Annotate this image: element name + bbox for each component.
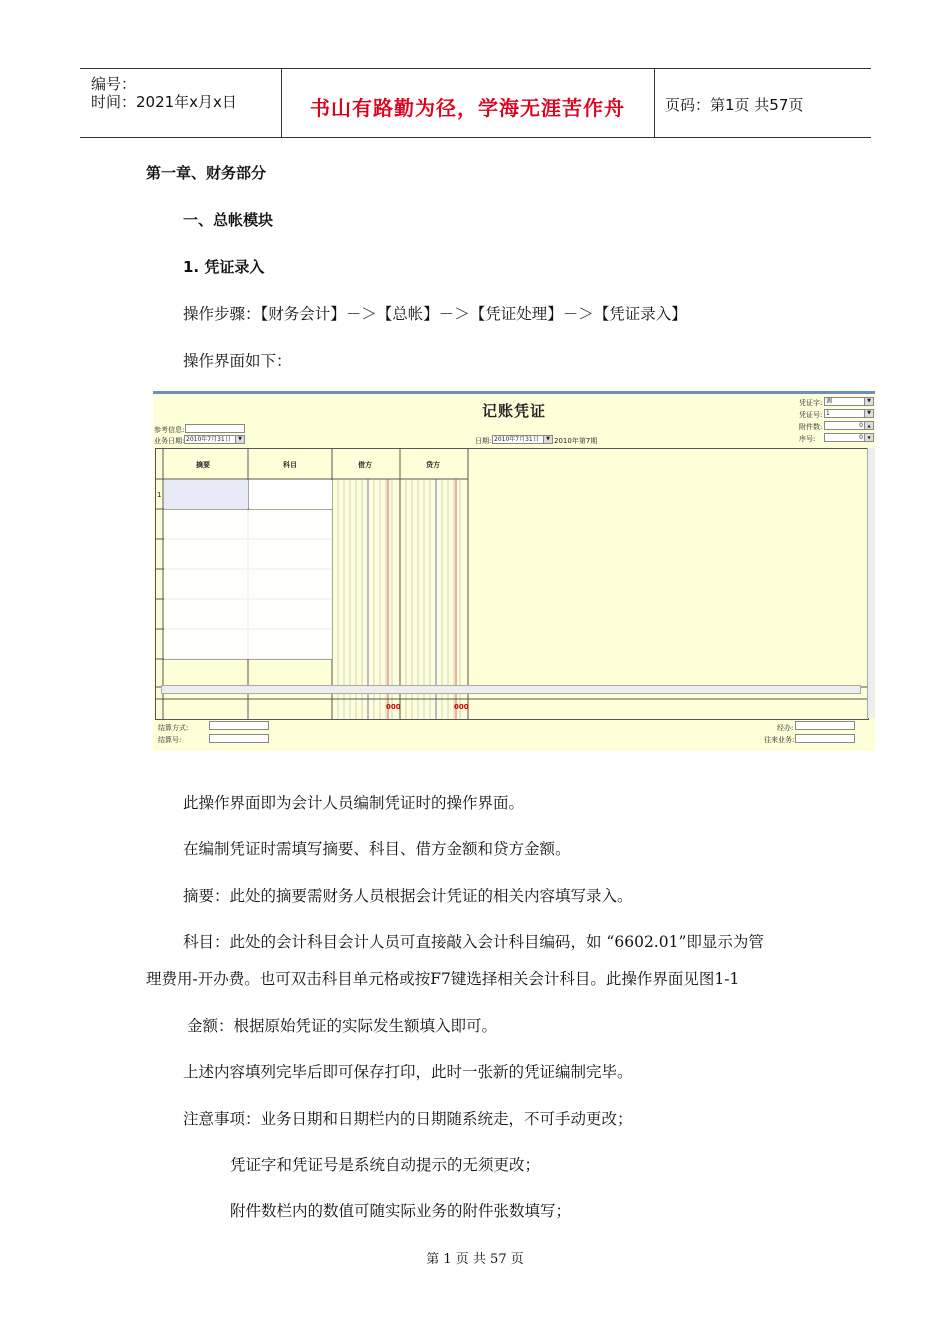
biz-date-value: 2010年7月31日: [186, 436, 231, 443]
paragraph: 在编制凭证时需填写摘要、科目、借方金额和贷方金额。: [183, 840, 571, 858]
spin-icon[interactable]: ▲: [864, 422, 873, 429]
voucher-word-label: 凭证字:: [799, 399, 823, 407]
spin-icon[interactable]: ▼: [864, 434, 873, 441]
date-label: 日期:: [475, 437, 492, 445]
paragraph: 理费用-开办费。也可双击科目单元格或按F7键选择相关会计科目。此操作界面见图1-1: [146, 970, 740, 988]
settle-no-label: 结算号:: [158, 736, 182, 744]
chapter-heading: 第一章、财务部分: [146, 164, 267, 182]
voucher-number-select[interactable]: [824, 409, 874, 418]
chevron-down-icon[interactable]: ▼: [864, 410, 873, 417]
doc-date-label: 时间：2021年x月x日: [91, 93, 237, 111]
row-number: 1: [157, 491, 162, 499]
paragraph: 附件数栏内的数值可随实际业务的附件张数填写；: [230, 1202, 572, 1220]
date-value: 2010年7月31日: [494, 436, 539, 443]
voucher-word-select[interactable]: [824, 397, 874, 406]
seq-stepper[interactable]: [824, 433, 874, 442]
header-page-label: 页码：第1页 共57页: [665, 96, 804, 114]
col-account-header[interactable]: 科目: [283, 461, 297, 469]
horizontal-scrollbar[interactable]: [161, 685, 861, 694]
header-motto: 书山有路勤为径，学海无涯苦作舟: [310, 96, 625, 120]
col-debit-header[interactable]: 借方: [358, 461, 372, 469]
paragraph: 注意事项：业务日期和日期栏内的日期随系统走，不可手动更改；: [183, 1110, 633, 1128]
chevron-down-icon[interactable]: ▼: [235, 436, 244, 443]
voucher-title: 记账凭证: [481, 402, 546, 420]
doc-number-label: 编号：: [91, 75, 137, 93]
credit-total: 000: [454, 703, 469, 711]
handler-label: 经办:: [777, 724, 794, 732]
paragraph: 科目：此处的会计科目会计人员可直接敲入会计科目编码，如 “6602.01”即显示为管: [183, 933, 764, 951]
page-header: [80, 68, 871, 138]
voucher-entry-grid: [155, 448, 869, 720]
seq-value: 0: [859, 434, 863, 441]
chevron-down-icon[interactable]: ▼: [543, 436, 552, 443]
header-divider: [654, 69, 655, 137]
contact-label: 往来业务:: [764, 736, 795, 744]
attachments-stepper[interactable]: [824, 421, 874, 430]
biz-date-picker[interactable]: [184, 435, 245, 444]
vertical-scrollbar[interactable]: [867, 448, 875, 718]
col-credit-header[interactable]: 贷方: [426, 461, 440, 469]
biz-date-label: 业务日期:: [154, 437, 185, 445]
ref-info-input[interactable]: [185, 424, 245, 433]
page-footer: 第 1 页 共 57 页: [426, 1252, 524, 1267]
paragraph: 金额：根据原始凭证的实际发生额填入即可。: [187, 1017, 498, 1035]
paragraph: 此操作界面即为会计人员编制凭证时的操作界面。: [183, 794, 525, 812]
seq-label: 序号:: [799, 435, 816, 443]
paragraph: 摘要：此处的摘要需财务人员根据会计凭证的相关内容填写录入。: [183, 887, 633, 905]
attachments-label: 附件数:: [799, 423, 823, 431]
settle-method-label: 结算方式:: [158, 724, 189, 732]
attachments-value: 0: [859, 422, 863, 429]
voucher-screenshot: [153, 391, 875, 751]
contact-input[interactable]: [795, 734, 855, 743]
handler-input[interactable]: [795, 721, 855, 730]
ui-intro-paragraph: 操作界面如下：: [183, 352, 292, 370]
date-picker[interactable]: [492, 435, 553, 444]
section-heading: 一、总帐模块: [183, 211, 274, 229]
paragraph: 凭证字和凭证号是系统自动提示的无须更改；: [230, 1156, 541, 1174]
subsection-heading: 1. 凭证录入: [183, 258, 265, 276]
period-label: 2010年第7期: [554, 437, 598, 445]
settle-no-input[interactable]: [209, 734, 269, 743]
col-summary-header[interactable]: 摘要: [196, 461, 210, 469]
debit-total: 000: [386, 703, 401, 711]
grid-lines: [156, 449, 868, 719]
voucher-number-label: 凭证号:: [799, 411, 823, 419]
settle-method-input[interactable]: [209, 721, 269, 730]
chevron-down-icon[interactable]: ▼: [864, 398, 873, 405]
paragraph: 上述内容填列完毕后即可保存打印，此时一张新的凭证编制完毕。: [183, 1063, 633, 1081]
ref-info-label: 参考信息:: [154, 426, 185, 434]
steps-paragraph: 操作步骤：【财务会计】－＞【总帐】－＞【凭证处理】－＞【凭证录入】: [183, 305, 687, 323]
voucher-word-value: 调: [826, 398, 833, 405]
voucher-number-value: 1: [826, 410, 830, 417]
